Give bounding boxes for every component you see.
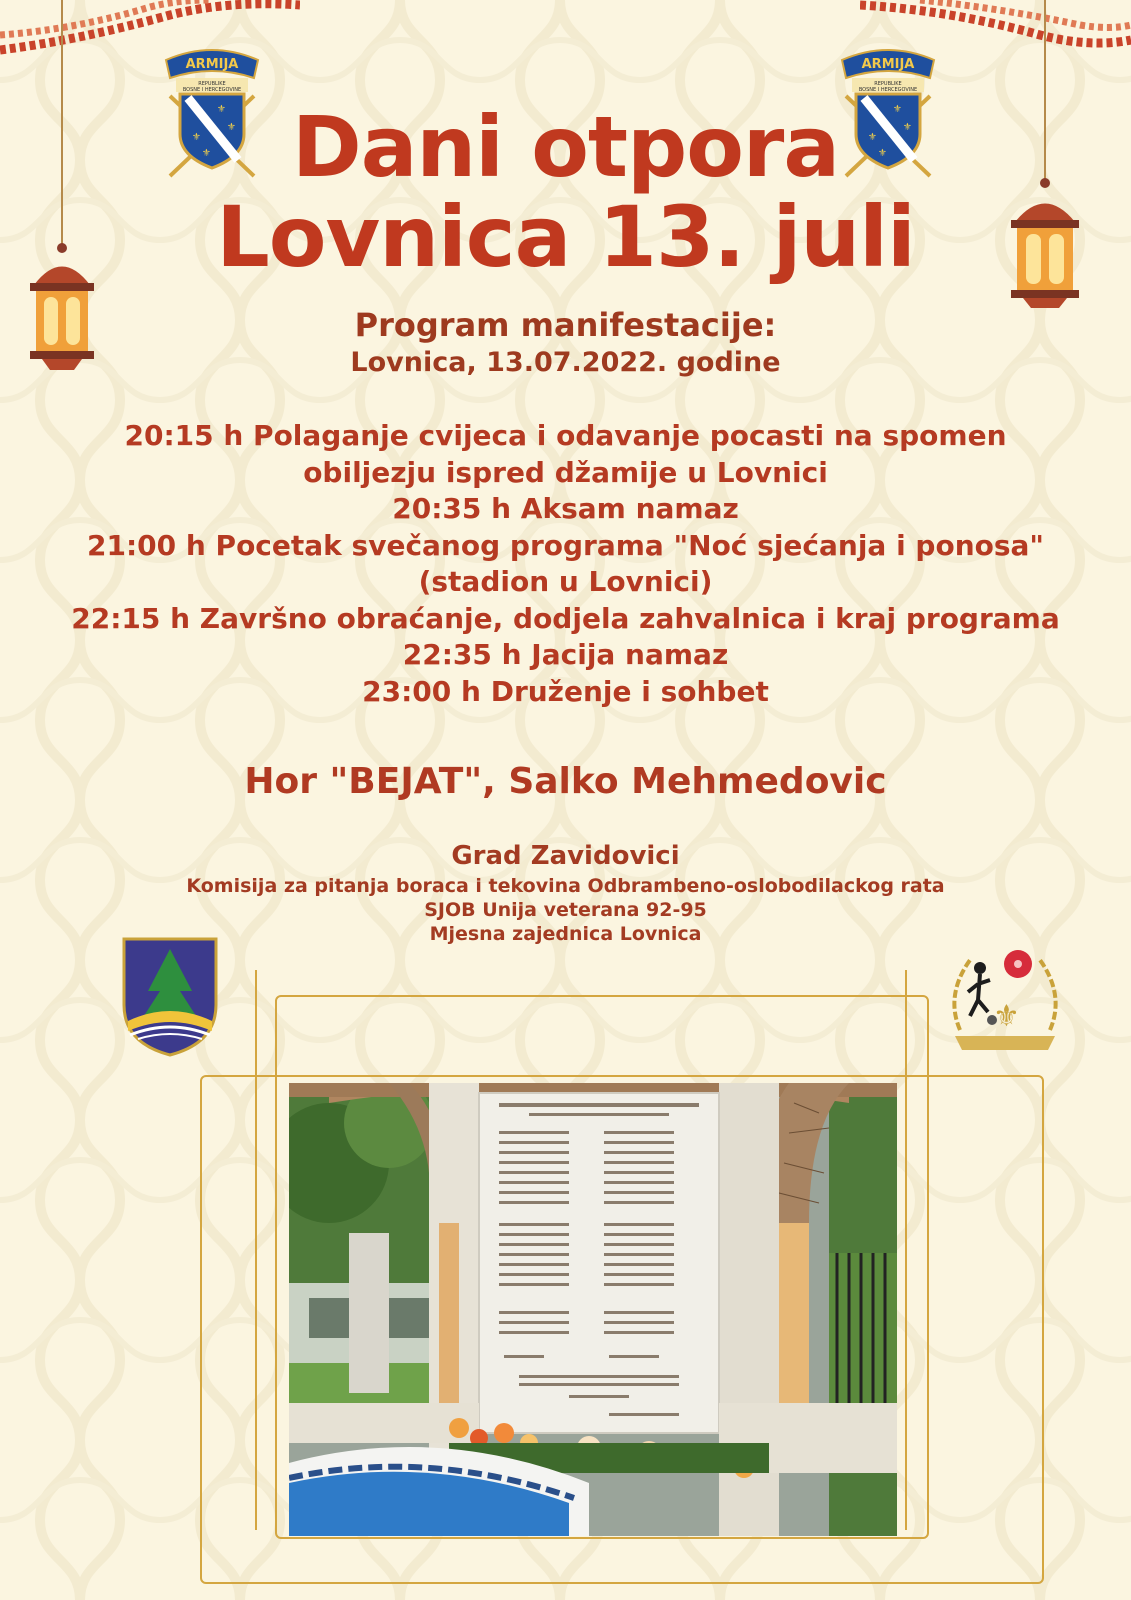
schedule-line: 22:15 h Završno obraćanje, dodjela zahvalnica i kraj programa (71, 601, 1060, 635)
svg-text:ARMIJA: ARMIJA (861, 57, 915, 72)
svg-text:⚜: ⚜ (993, 999, 1020, 1034)
organizer-line-1: Komisija za pitanja boraca i tekovina Odbrambeno-oslobodilackog rata (186, 875, 945, 897)
club-wreath-logo (940, 940, 1070, 1065)
organizer-line-3: Mjesna zajednica Lovnica (429, 923, 702, 945)
organizer-line-2: SJOB Unija veterana 92-95 (424, 899, 707, 921)
schedule-line: 20:35 h Aksam namaz (392, 492, 739, 525)
title-line-2: Lovnica 13. juli (216, 188, 915, 286)
svg-text:⚜: ⚜ (192, 132, 201, 143)
svg-text:⚜: ⚜ (202, 148, 211, 159)
schedule-line: 21:00 h Pocetak svečanog programa "Noć sjećanja i ponosa" (86, 528, 1045, 562)
svg-text:REPUBLIKE: REPUBLIKE (198, 81, 226, 87)
title-line-1: Dani otpora (291, 98, 840, 196)
zavidovici-coat-of-arms (120, 935, 220, 1060)
schedule-line: 23:00 h Druženje i sohbet (362, 674, 769, 708)
svg-text:⚜: ⚜ (227, 122, 236, 133)
svg-text:REPUBLIKE: REPUBLIKE (874, 81, 902, 87)
schedule-line: obiljezju ispred džamije u Lovnici (303, 455, 828, 489)
memorial-photo (289, 1083, 897, 1536)
organizer-city: Grad Zavidovici (451, 841, 680, 871)
schedule-list (0, 418, 1131, 710)
program-date: Lovnica, 13.07.2022. godine (350, 347, 781, 378)
svg-text:⚜: ⚜ (903, 122, 912, 133)
svg-text:⚜: ⚜ (878, 148, 887, 159)
svg-text:BOSNE I HERCEGOVINE: BOSNE I HERCEGOVINE (182, 87, 242, 93)
svg-text:⚜: ⚜ (893, 104, 902, 115)
svg-text:⚜: ⚜ (868, 132, 877, 143)
choir-line: Hor "BEJAT", Salko Mehmedovic (244, 761, 887, 802)
program-heading: Program manifestacije: (354, 306, 777, 344)
schedule-line: 22:35 h Jacija namaz (402, 638, 729, 671)
svg-text:ARMIJA: ARMIJA (185, 57, 239, 72)
schedule-line: (stadion u Lovnici) (418, 565, 713, 598)
svg-text:⚜: ⚜ (217, 104, 226, 115)
schedule-line: 20:15 h Polaganje cvijeca i odavanje pocasti na spomen (124, 419, 1007, 452)
svg-text:BOSNE I HERCEGOVINE: BOSNE I HERCEGOVINE (858, 87, 918, 93)
